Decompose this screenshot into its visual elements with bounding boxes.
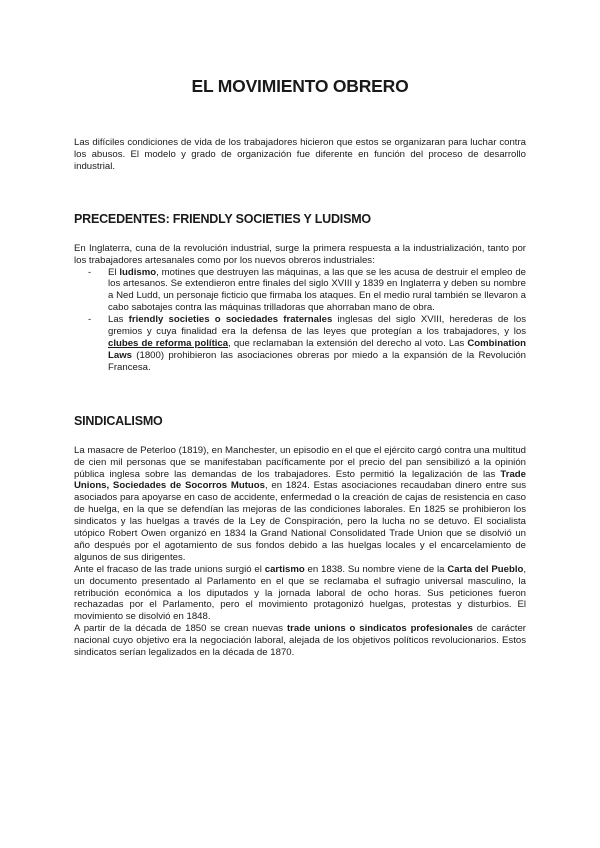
page-title: EL MOVIMIENTO OBRERO (191, 76, 409, 96)
precedentes-lead-paragraph: En Inglaterra, cuna de la revolución industrial, surge la primera respuesta a la industrialización, tanto por los trabajadores artesanales como por los nuevos obreros industriales: (74, 242, 526, 266)
sindicalismo-paragraph-cartismo: Ante el fracaso de las trade unions surgió el cartismo en 1838. Su nombre viene de la Carta del Pueblo, un documento presentado al Parlamento en el que se reclamaba el sufragio universal masculino, la retribución económica a los diputados y la jornada laboral de ocho horas. Sus peticiones fueron rechazadas por el Parlamento, pero el movimiento protagonizó huelgas, protestas y disturbios. El movimiento se disolvió en 1848. (74, 563, 527, 623)
list-item-friendly-societies: - Las friendly societies o sociedades fraternales inglesas del siglo XVIII, herederas de los gremios y cuya finalidad era la defensa de las leyes que protegían a los trabajadores, y los clubes de reforma política, que reclamaban la extensión del derecho al voto. Las Combination Laws (1800) prohibieron las asociaciones obreras por miedo a la expansión de la Revolución Francesa. (108, 314, 526, 374)
list-item-ludismo: - El ludismo, motines que destruyen las máquinas, a las que se les acusa de destruir el empleo de los artesanos. Se extendieron entre finales del siglo XVIII y 1839 en Inglaterra y deben su nombre a Ned Ludd, un personaje ficticio que firmaba los ataques. En el medio rural también se llevaron a cabo sabotajes contra las máquinas trilladoras que ahorraban mano de obra. (108, 267, 526, 315)
precedentes-list (74, 267, 526, 374)
sindicalismo-paragraph-peterloo: La masacre de Peterloo (1819), en Manchester, un episodio en el que el ejército cargó contra una multitud de cien mil personas que se manifestaban pacíficamente por el precio del pan sensibilizó a la opinión pública inglesa sobre las demandas de los trabajadores. Esto permitió la legalización de las Trade Unions, Sociedades de Socorros Mutuos, en 1824. Estas asociaciones recaudaban dinero entre sus asociados para apoyarse en caso de accidente, enfermedad o la creación de cajas de resistencia en caso de huelga, en la que se defendían las mejoras de las condiciones laborales. En 1825 se prohibieron los sindicatos y las huelgas a través de la Ley de Conspiración, pero la lucha no se detuvo. El socialista utópico Robert Owen organizó en 1834 la Grand National Consolidated Trade Union que se disolvió un año después por el agotamiento de sus fondos debido a las huelgas locales y el encarcelamiento de algunos de sus dirigentes. (74, 444, 526, 563)
section-heading-sindicalismo: SINDICALISMO (74, 413, 163, 428)
section-heading-precedentes: PRECEDENTES: FRIENDLY SOCIETIES Y LUDISMO (74, 211, 371, 226)
intro-paragraph: Las difíciles condiciones de vida de los trabajadores hicieron que estos se organizaran para luchar contra los abusos. El modelo y grado de organización fue diferente en función del proceso de desarrollo industrial. (74, 137, 526, 172)
sindicalismo-paragraph-sindicatos: A partir de la década de 1850 se crean nuevas trade unions o sindicatos profesionales de carácter nacional cuyo objetivo era la negociación laboral, alejada de los objetivos políticos revolucionarios. Estos sindicatos serían legalizados en la década de 1870. (74, 623, 526, 659)
